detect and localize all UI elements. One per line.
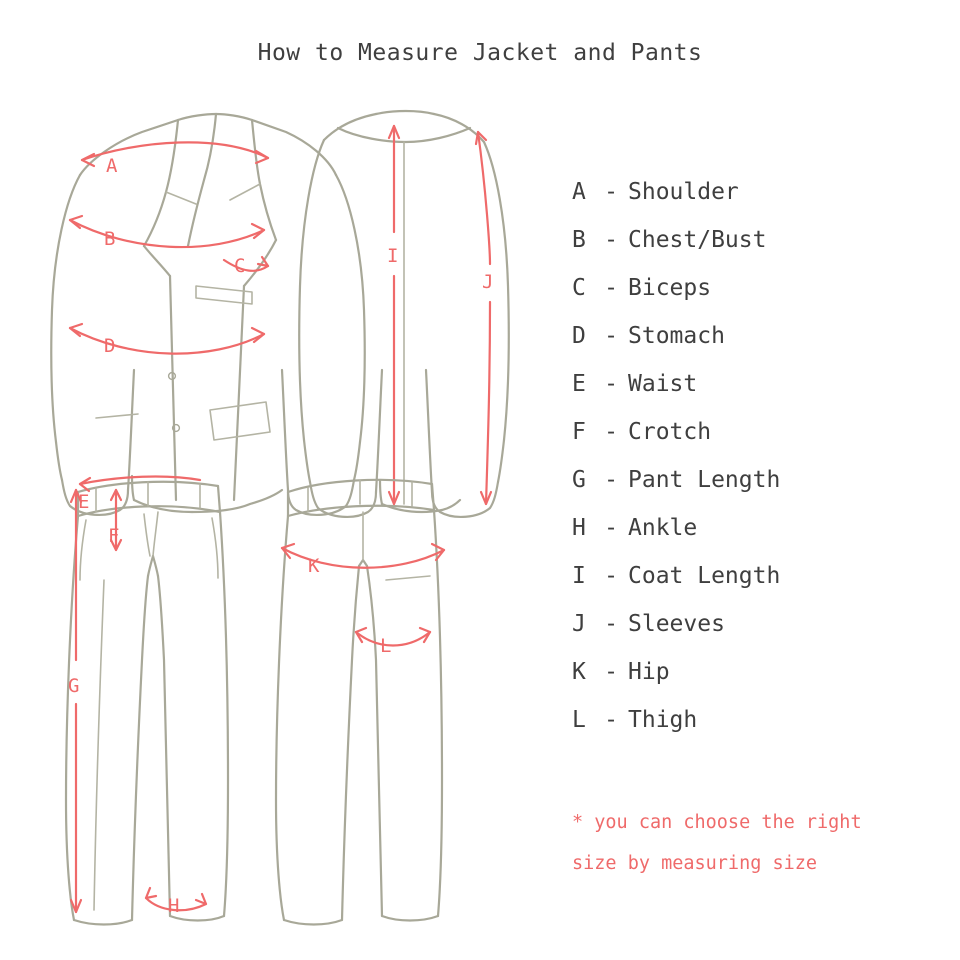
legend-item-h (572, 504, 952, 552)
jacket-back-measures (387, 126, 493, 504)
pants-front-measures (68, 477, 206, 917)
marker-g: G (68, 675, 80, 697)
page-title: How to Measure Jacket and Pants (257, 40, 703, 66)
legend-dash-d: - (604, 323, 618, 349)
legend-label-k: Hip (628, 659, 670, 685)
legend-key-k: K (572, 659, 586, 685)
marker-a: A (106, 155, 118, 177)
legend-item-a (572, 168, 952, 216)
legend-key-c: C (572, 275, 586, 301)
legend-label-b: Chest/Bust (628, 227, 767, 253)
legend-item-i (572, 552, 952, 600)
legend-label-g: Pant Length (628, 467, 781, 493)
jacket-front-illustration (51, 114, 365, 515)
legend-item-b (572, 216, 952, 264)
measuring-note (572, 802, 952, 884)
marker-c: C (234, 255, 246, 277)
marker-i: I (387, 245, 399, 267)
marker-f: F (108, 525, 120, 547)
marker-l: L (380, 635, 392, 657)
legend-label-l: Thigh (628, 707, 698, 733)
legend-dash-c: - (604, 275, 618, 301)
legend-label-a: Shoulder (628, 179, 739, 205)
marker-j: J (482, 271, 494, 293)
garment-diagram (20, 80, 550, 940)
legend-label-i: Coat Length (628, 563, 781, 589)
marker-e: E (78, 491, 90, 513)
legend-dash-i: - (604, 563, 618, 589)
legend-label-j: Sleeves (628, 611, 725, 637)
legend-key-i: I (572, 563, 586, 589)
legend-dash-b: - (604, 227, 618, 253)
legend-item-e (572, 360, 952, 408)
note-line-2: size by measuring size (572, 853, 818, 874)
legend-dash-j: - (604, 611, 618, 637)
legend-dash-e: - (604, 371, 618, 397)
marker-d: D (104, 335, 116, 357)
legend-key-d: D (572, 323, 586, 349)
legend-dash-g: - (604, 467, 618, 493)
legend-key-b: B (572, 227, 586, 253)
legend-item-j (572, 600, 952, 648)
legend-item-k (572, 648, 952, 696)
legend-item-f (572, 408, 952, 456)
legend-key-g: G (572, 467, 586, 493)
legend-key-l: L (572, 707, 586, 733)
legend-item-d (572, 312, 952, 360)
legend-label-h: Ankle (628, 515, 698, 541)
legend-key-h: H (572, 515, 586, 541)
legend-label-f: Crotch (628, 419, 712, 445)
legend-dash-l: - (604, 707, 618, 733)
legend-dash-k: - (604, 659, 618, 685)
legend-dash-h: - (604, 515, 618, 541)
marker-k: K (308, 555, 320, 577)
legend-key-j: J (572, 611, 586, 637)
note-line-1: * you can choose the right (572, 812, 862, 833)
legend-item-c (572, 264, 952, 312)
legend-label-d: Stomach (628, 323, 725, 349)
diagram-svg (20, 80, 550, 940)
legend-key-e: E (572, 371, 586, 397)
jacket-back-illustration (299, 111, 509, 517)
legend-item-g (572, 456, 952, 504)
measurement-legend (572, 168, 952, 744)
legend-key-a: A (572, 179, 586, 205)
legend-item-l (572, 696, 952, 744)
legend-key-f: F (572, 419, 586, 445)
legend-label-c: Biceps (628, 275, 712, 301)
marker-h: H (168, 895, 180, 917)
legend-dash-f: - (604, 419, 618, 445)
legend-label-e: Waist (628, 371, 698, 397)
marker-b: B (104, 228, 116, 250)
legend-dash-a: - (604, 179, 618, 205)
pants-back-illustration (276, 480, 442, 925)
pants-front-illustration (66, 482, 228, 925)
